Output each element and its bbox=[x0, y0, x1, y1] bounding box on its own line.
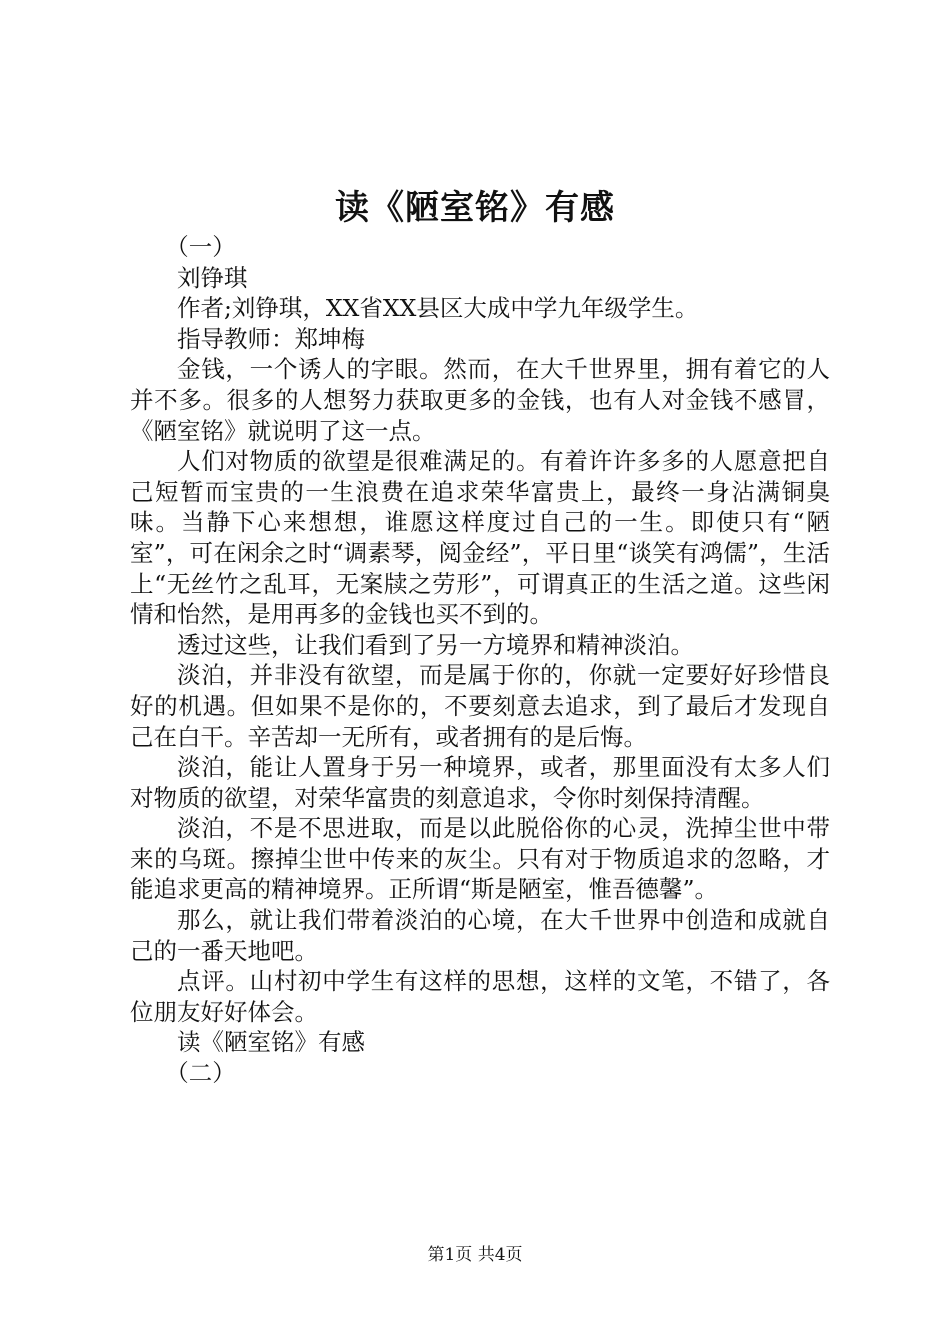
body-paragraph: 金钱，一个诱人的字眼。然而，在大千世界里，拥有着它的人并不多。很多的人想努力获取更多的金钱，也有人对金钱不感冒，《陋室铭》就说明了这一点。 bbox=[130, 355, 830, 445]
page-indicator: 第1页 共4页 bbox=[427, 1245, 523, 1265]
body-paragraph: 淡泊，不是不思进取，而是以此脱俗你的心灵，洗掉尘世中带来的乌斑。擦掉尘世中传来的灰尘。只有对于物质追求的忽略，才能追求更高的精神境界。正所谓“斯是陋室，惟吾德馨”。 bbox=[130, 814, 830, 904]
document-body bbox=[130, 232, 830, 1089]
section-number-2: （二） bbox=[165, 1059, 236, 1088]
body-paragraph: 那么，就让我们带着淡泊的心境，在大千世界中创造和成就自己的一番天地吧。 bbox=[130, 906, 830, 965]
body-paragraph: 人们对物质的欲望是很难满足的。有着许许多多的人愿意把自己短暂而宝贵的一生浪费在追求荣华富贵上，最终一身沾满铜臭味。当静下心来想想，谁愿这样度过自己的一生。即使只有“陋室”，可在闲余之时“调素琴，阅金经”，平日里“谈笑有鸿儒”，生活上“无丝竹之乱耳，无案牍之劳形”，可谓真正的生活之道。这些闲情和怡然，是用再多的金钱也买不到的。 bbox=[130, 447, 830, 629]
author-info: 作者;刘铮琪，XX省XX县区大成中学九年级学生。 bbox=[177, 294, 699, 323]
author-name: 刘铮琪 bbox=[177, 263, 248, 292]
body-paragraph: 透过这些，让我们看到了另一方境界和精神淡泊。 bbox=[177, 630, 694, 659]
document-title: 读《陋室铭》有感 bbox=[335, 188, 615, 228]
body-paragraph: 淡泊，并非没有欲望，而是属于你的，你就一定要好好珍惜良好的机遇。但如果不是你的，不要刻意去追求，到了最后才发现自己在白干。辛苦却一无所有，或者拥有的是后悔。 bbox=[130, 661, 830, 751]
advisor-info: 指导教师：郑坤梅 bbox=[177, 324, 365, 353]
commentary-paragraph: 点评。山村初中学生有这样的思想，这样的文笔，不错了，各位朋友好好体会。 bbox=[130, 967, 830, 1026]
body-paragraph: 淡泊，能让人置身于另一种境界，或者，那里面没有太多人们对物质的欲望，对荣华富贵的刻意追求，令你时刻保持清醒。 bbox=[130, 753, 830, 812]
section-number-1: （一） bbox=[165, 233, 236, 261]
second-essay-heading: 读《陋室铭》有感 bbox=[177, 1028, 365, 1057]
